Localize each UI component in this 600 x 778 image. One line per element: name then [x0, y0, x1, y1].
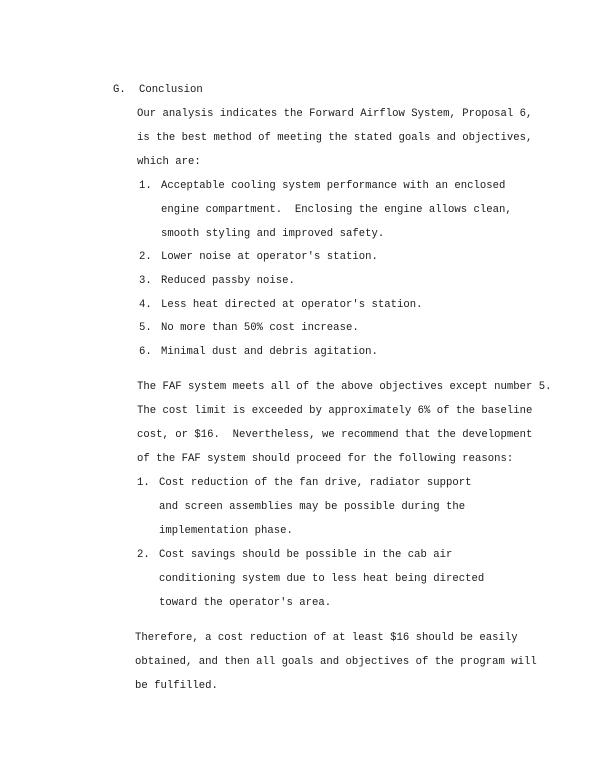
intro-line: is the best method of meeting the stated goals and objectives,: [137, 132, 533, 144]
objective-number: 5.: [139, 322, 152, 334]
intro-line: Our analysis indicates the Forward Airflow System, Proposal 6,: [137, 108, 533, 120]
objective-number: 1.: [139, 180, 152, 192]
section-label: G.: [113, 84, 126, 96]
reason-text: Cost reduction of the fan drive, radiator support: [159, 477, 472, 489]
reason-text: and screen assemblies may be possible during the: [159, 501, 466, 513]
reason-text: implementation phase.: [159, 525, 293, 537]
section-title: Conclusion: [139, 84, 203, 96]
objective-text: No more than 50% cost increase.: [161, 322, 359, 334]
intro-line: which are:: [137, 156, 201, 168]
reason-text: toward the operator's area.: [159, 597, 332, 609]
objective-text: smooth styling and improved safety.: [161, 228, 385, 240]
closing-line: obtained, and then all goals and objectives of the program will: [135, 656, 537, 668]
reason-number: 1.: [137, 477, 150, 489]
evaluation-line: The cost limit is exceeded by approximately 6% of the baseline: [137, 405, 533, 417]
objective-text: Less heat directed at operator's station.: [161, 299, 423, 311]
objective-text: Minimal dust and debris agitation.: [161, 346, 378, 358]
reason-text: Cost savings should be possible in the cab air: [159, 549, 453, 561]
objective-number: 6.: [139, 346, 152, 358]
objective-text: Lower noise at operator's station.: [161, 251, 378, 263]
evaluation-line: cost, or $16. Nevertheless, we recommend that the development: [137, 429, 533, 441]
closing-line: Therefore, a cost reduction of at least $16 should be easily: [135, 632, 518, 644]
evaluation-line: of the FAF system should proceed for the following reasons:: [137, 453, 514, 465]
closing-line: be fulfilled.: [135, 680, 218, 692]
objective-text: Acceptable cooling system performance with an enclosed: [161, 180, 506, 192]
objective-number: 3.: [139, 275, 152, 287]
objective-text: engine compartment. Enclosing the engine allows clean,: [161, 204, 512, 216]
reason-text: conditioning system due to less heat being directed: [159, 573, 485, 585]
objective-number: 2.: [139, 251, 152, 263]
objective-number: 4.: [139, 299, 152, 311]
evaluation-line: The FAF system meets all of the above objectives except number 5.: [137, 381, 552, 393]
reason-number: 2.: [137, 549, 150, 561]
objective-text: Reduced passby noise.: [161, 275, 295, 287]
